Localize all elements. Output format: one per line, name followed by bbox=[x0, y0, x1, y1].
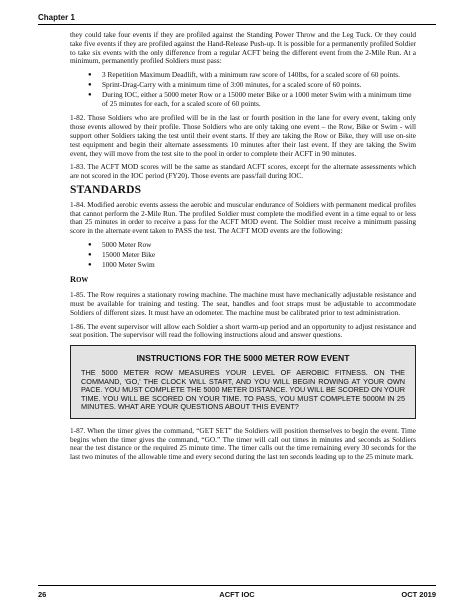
list-item: ● Sprint-Drag-Carry with a minimum time of 3:00 minutes, for a scaled score of 60 points. bbox=[70, 81, 416, 90]
list-item: ● 15000 Meter Bike bbox=[70, 251, 416, 260]
row-heading bbox=[70, 275, 416, 286]
footer-rule bbox=[38, 585, 436, 586]
row-heading-initial: R bbox=[70, 274, 77, 285]
paragraph-1-82: 1-82. Those Soldiers who are profiled will be in the last or fourth position in the lane for every event, taking only those events allowed by their profile. Those Soldiers who are only taking one event – the Row, Bike or Swim - will support other Soldiers taking the test until their event starts. If they are taking the Row or Bike, they will use on-site test equipment and begin their alternate assessments 10 minutes after their last event. If they are taking the Swim event, they will move from the test site to the pool in order to complete their ACFT in 90 minutes. bbox=[70, 113, 416, 158]
instructions-text: THE 5000 METER ROW MEASURES YOUR LEVEL OF AEROBIC FITNESS. ON THE COMMAND, 'GO,' THE CLOCK WILL START, AND YOU WILL BEGIN ROWING AT YOUR OWN PACE. YOU MUST COMPLETE THE 5000 METER DISTANCE. YOU WILL BE SCORED ON YOUR TIME. YOU WILL BE SCORED ON YOUR TIME. TO PASS, YOU MUST COMPLETE 5000M IN 25 MINUTES. WHAT ARE YOUR QUESTIONS ABOUT THIS EVENT? bbox=[81, 367, 405, 412]
footer-title: ACFT IOC bbox=[219, 590, 255, 599]
paragraph-1-83: 1-83. The ACFT MOD scores will be the same as standard ACFT scores, except for the alternate assessments which are not scored in the IOC period (FY20). Those events are pass/fail during IOC. bbox=[70, 162, 416, 181]
paragraph-1-87: 1-87. When the timer gives the command, “GET SET” the Soldiers will position themselves to begin the event. Time begins when the timer gives the command, “GO.” The timer will call out times in minutes and seconds as Soldiers near the test distance or the required 25 minute time. The timer calls out the time remaining every 30 seconds for the last two minutes of the allowable time and every second during the last ten seconds leading up to the 25 minute mark. bbox=[70, 425, 416, 462]
page-body bbox=[70, 31, 416, 467]
mod-events-list bbox=[70, 241, 416, 269]
profile-requirements-list bbox=[70, 71, 416, 108]
paragraph-1-84: 1-84. Modified aerobic events assess the aerobic and muscular endurance of Soldiers with permanent medical profiles that cannot perform the 2-Mile Run. The profiled Soldier must complete the modified event in a time equal to or less than 25 minutes in order to receive a pass for the ACFT MOD event. The Soldier must receive a minimum passing score in the alternate event taken to PASS the test. The ACFT MOD events are the following: bbox=[70, 199, 416, 236]
instructions-box bbox=[70, 345, 416, 419]
page-number: 26 bbox=[38, 590, 47, 599]
paragraph-1-85: 1-85. The Row requires a stationary rowing machine. The machine must have mechanically adjustable resistance and must be available for training and testing. The seat, handles and foot straps must be adjustable to accommodate Soldiers of different sizes. It must have an odometer. The machine must be calibrated prior to test administration. bbox=[70, 290, 416, 317]
standards-heading: STANDARDS bbox=[70, 183, 142, 196]
row-heading-rest: OW bbox=[76, 277, 89, 285]
list-item: ● 3 Repetition Maximum Deadlift, with a minimum raw score of 140lbs, for a scaled score of 60 points. bbox=[70, 71, 416, 80]
footer-date: OCT 2019 bbox=[401, 590, 436, 599]
paragraph-1-86: 1-86. The event supervisor will allow each Soldier a short warm-up period and an opportunity to adjust resistance and seat position. The supervisor will read the following instructions aloud and answer questions. bbox=[70, 321, 416, 340]
intro-paragraph: they could take four events if they are profiled against the Standing Power Throw and the Leg Tuck. Or they could take five events if they are profiled against the Hand-Release Push-up. It is possible for a permanently profiled Soldier to take six events with the only difference from a regular ACFT being the different event from the 2-Mile Run. At a minimum, permanently profiled Soldiers must pass: bbox=[70, 30, 416, 66]
chapter-label: Chapter 1 bbox=[38, 13, 75, 22]
header-rule bbox=[38, 24, 436, 25]
list-item: ● 1000 Meter Swim bbox=[70, 261, 416, 270]
list-item: ● 5000 Meter Row bbox=[70, 241, 416, 250]
instructions-title: INSTRUCTIONS FOR THE 5000 METER ROW EVENT bbox=[136, 353, 350, 364]
list-item: ● During IOC, either a 5000 meter Row or a 15000 meter Bike or a 1000 meter Swim with a minimum time of 25 minutes for each, for a scaled score of 60 points. bbox=[70, 91, 416, 109]
